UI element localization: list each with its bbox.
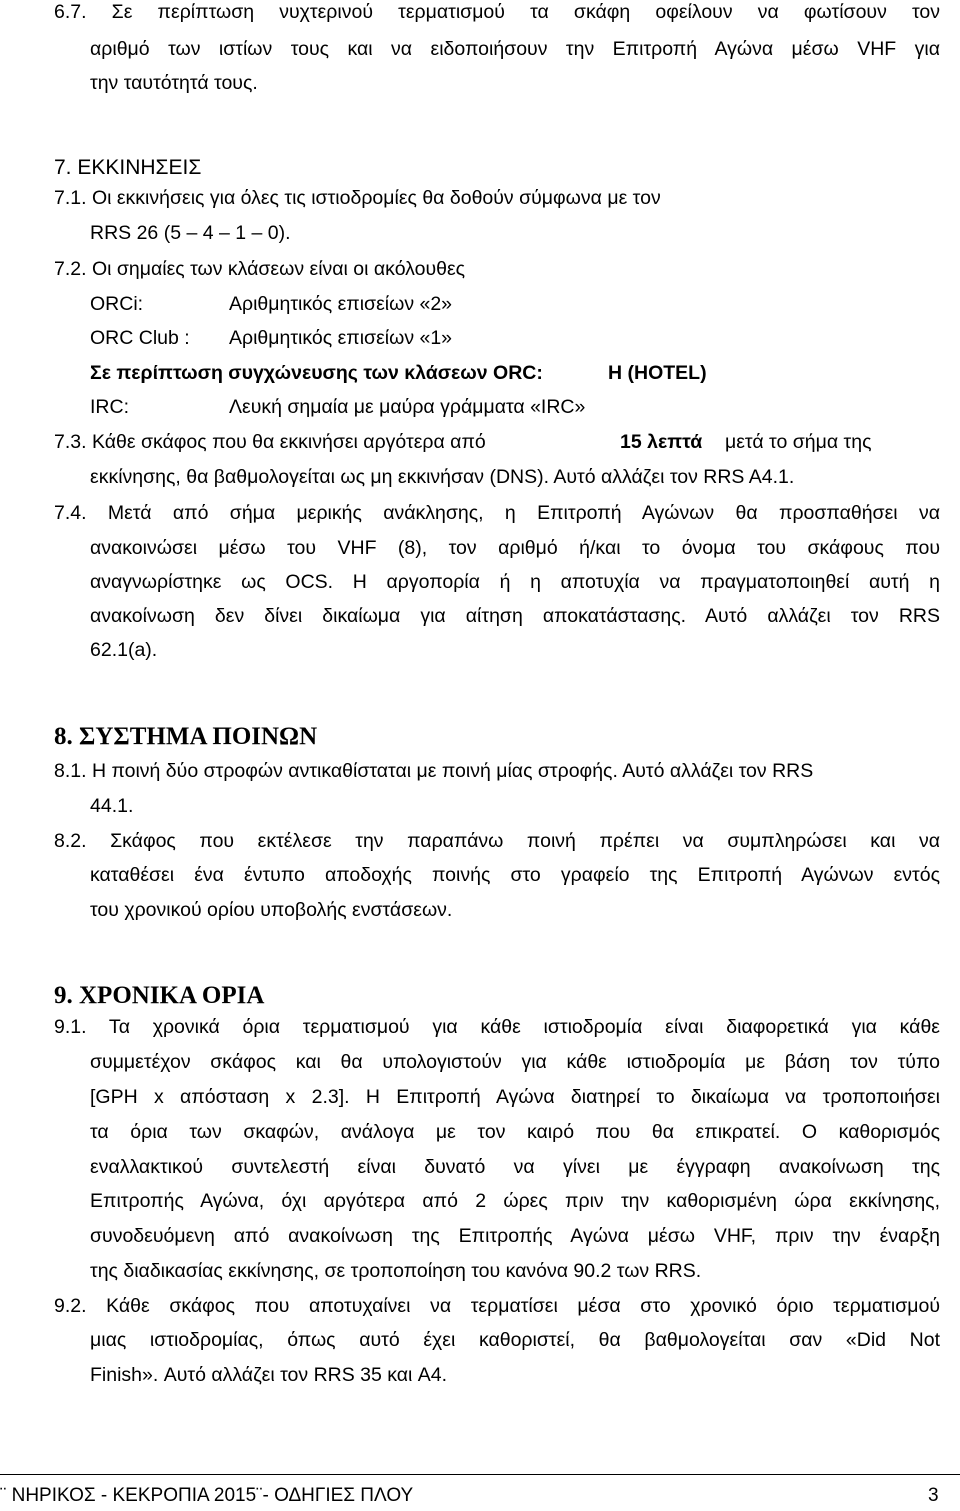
footer-rule <box>0 1474 960 1475</box>
section7-heading: 7. ΕΚΚΙΝΗΣΕΙΣ <box>54 156 202 179</box>
s74-line4: ανακοίνωση δεν δίνει δικαίωμα για αίτηση αποκατάστασης. Αυτό αλλάζει τον RRS <box>90 605 940 627</box>
s91-line2: συμμετέχον σκάφος και θα υπολογιστούν για κάθε ιστιοδρομία με βάση τον τύπο <box>90 1051 940 1073</box>
s92-line3: Finish». Αυτό αλλάζει τον RRS 35 και A4. <box>90 1364 448 1386</box>
s74-line2: ανακοινώσει μέσω του VHF (8), τον αριθμό ή/και το όνομα του σκάφους που <box>90 537 940 559</box>
footer-page-number: 3 <box>928 1485 939 1506</box>
s67-line2: αριθμό των ιστίων τους και να ειδοποιήσουν την Επιτροπή Αγώνα μέσω VHF για <box>90 38 940 60</box>
s92-line1: 9.2. Κάθε σκάφος που αποτυχαίνει να τερματίσει μέσα στο χρονικό όριο τερματισμού <box>54 1295 940 1317</box>
s91-line3: [GPH x απόσταση x 2.3]. Η Επιτροπή Αγώνα διατηρεί το δικαίωμα να τροποποιήσει <box>90 1086 940 1108</box>
merge-label: Σε περίπτωση συγχώνευσης των κλάσεων ORC: <box>90 362 543 384</box>
s92-line2: μιας ιστιοδρομίας, όπως αυτό έχει καθοριστεί, θα βαθμολογείται σαν «Did Not <box>90 1329 940 1351</box>
s73-line1-part-b: μετά το σήμα της <box>725 431 872 453</box>
s91-line7: συνοδευόμενη από ανακοίνωση της Επιτροπής Αγώνα μέσω VHF, πριν την έναρξη <box>90 1225 940 1247</box>
flag-class-irc: IRC: <box>90 396 129 418</box>
s82-line3: του χρονικού ορίου υποβολής ενστάσεων. <box>90 899 453 921</box>
s73-line1-part-a: 7.3. Κάθε σκάφος που θα εκκινήσει αργότερα από <box>54 431 486 453</box>
section8-heading: 8. ΣΥΣΤΗΜΑ ΠΟΙΝΩΝ <box>54 723 318 750</box>
s91-line8: της διαδικασίας εκκίνησης, σε τροποποίηση του κανόνα 90.2 των RRS. <box>90 1260 702 1282</box>
s71-line1: 7.1. Οι εκκινήσεις για όλες τις ιστιοδρομίες θα δοθούν σύμφωνα με τον <box>54 187 661 209</box>
s81-line1: 8.1. Η ποινή δύο στροφών αντικαθίσταται με ποινή μίας στροφής. Αυτό αλλάζει τον RRS <box>54 760 814 782</box>
s73-line2: εκκίνησης, θα βαθμολογείται ως μη εκκινήσαν (DNS). Αυτό αλλάζει τον RRS A4.1. <box>90 466 795 488</box>
s74-line1: 7.4. Μετά από σήμα μερικής ανάκλησης, η Επιτροπή Αγώνων θα προσπαθήσει να <box>54 502 940 524</box>
s67-line3: την ταυτότητά τους. <box>90 72 258 94</box>
flag-value-orc-club: Αριθμητικός επισείων «1» <box>229 327 453 349</box>
s91-line4: τα όρια των σκαφών, ανάλογα με τον καιρό που θα επικρατεί. Ο καθορισμός <box>90 1121 940 1143</box>
s72-line1: 7.2. Οι σημαίες των κλάσεων είναι οι ακόλουθες <box>54 258 466 280</box>
s91-line6: Επιτροπής Αγώνα, όχι αργότερα από 2 ώρες πριν την καθορισμένη ώρα εκκίνησης, <box>90 1190 940 1212</box>
flag-class-orc-club: ORC Club : <box>90 327 190 349</box>
s82-line2: καταθέσει ένα έντυπο αποδοχής ποινής στο γραφείο της Επιτροπή Αγώνων εντός <box>90 864 940 886</box>
s81-line2: 44.1. <box>90 795 134 817</box>
s91-line5: εναλλακτικού συντελεστή είναι δυνατό να γίνει με έγγραφη ανακοίνωση της <box>90 1156 940 1178</box>
s67-line1: 6.7. Σε περίπτωση νυχτερινού τερματισμού τα σκάφη οφείλουν να φωτίσουν τον <box>54 1 940 23</box>
s73-bold: 15 λεπτά <box>620 431 703 453</box>
s74-line5: 62.1(a). <box>90 639 158 661</box>
s71-line2: RRS 26 (5 – 4 – 1 – 0). <box>90 222 291 244</box>
flag-value-irc: Λευκή σημαία με μαύρα γράμματα «IRC» <box>229 396 586 418</box>
section9-heading: 9. ΧΡΟΝΙΚΑ ΟΡΙΑ <box>54 982 265 1009</box>
s74-line3: αναγνωρίστηκε ως OCS. Η αργοπορία ή η αποτυχία να πραγματοποιηθεί αυτή η <box>90 571 940 593</box>
flag-class-orci: ORCi: <box>90 293 144 315</box>
s91-line1: 9.1. Τα χρονικά όρια τερματισμού για κάθε ιστιοδρομία είναι διαφορετικά για κάθε <box>54 1016 940 1038</box>
s82-line1: 8.2. Σκάφος που εκτέλεσε την παραπάνω ποινή πρέπει να συμπληρώσει και να <box>54 830 940 852</box>
footer-title: ¨ ΝΗΡΙΚΟΣ - ΚΕΚΡΟΠΙΑ 2015¨- ΟΔΗΓΙΕΣ ΠΛΟΥ <box>0 1485 414 1506</box>
merge-flag: H (HOTEL) <box>608 362 707 384</box>
flag-value-orci: Αριθμητικός επισείων «2» <box>229 293 453 315</box>
